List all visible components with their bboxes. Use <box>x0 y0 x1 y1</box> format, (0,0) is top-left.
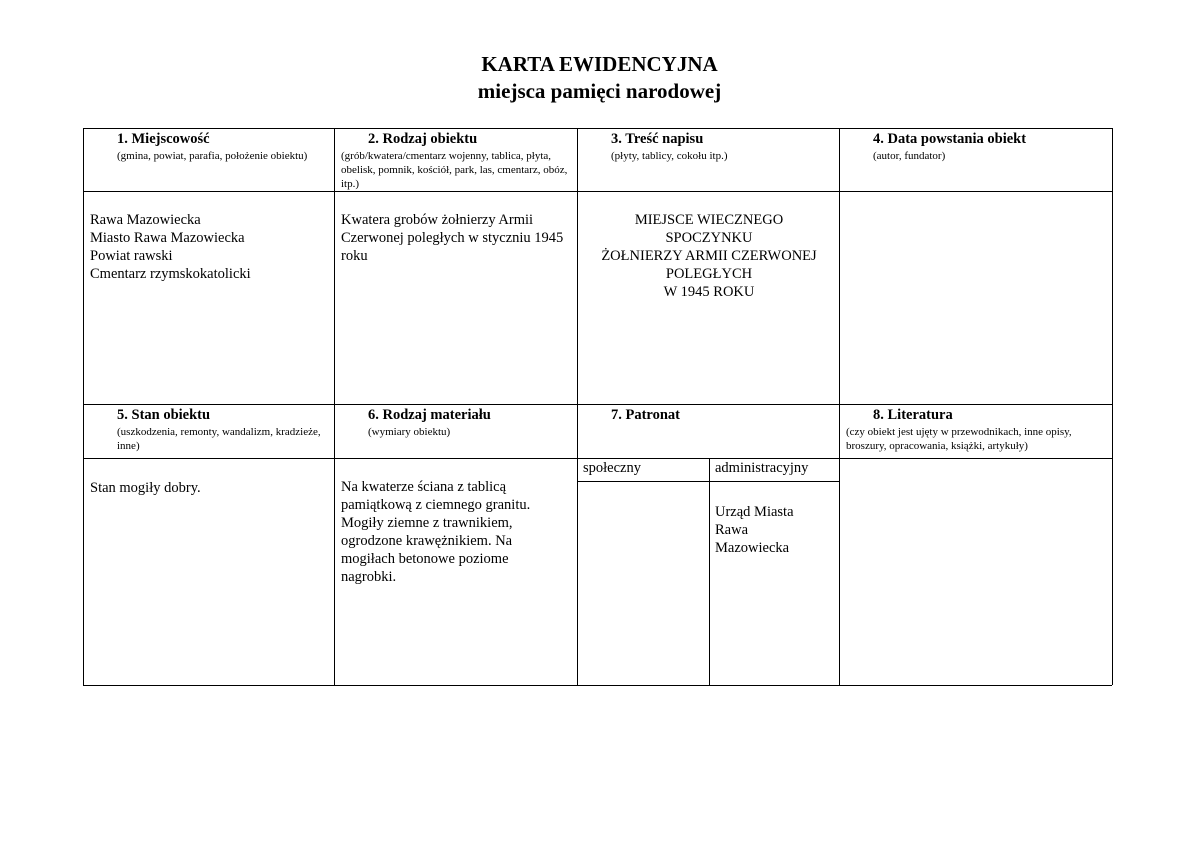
header-data-powstania-sub: (autor, fundator) <box>873 150 946 162</box>
patronat-spoleczny-label: społeczny <box>583 460 641 476</box>
document-title: KARTA EWIDENCYJNA <box>481 52 718 76</box>
header-literatura-sub: (czy obiekt jest ujęty w przewodnikach, inne opisy, broszury, opracowania, książki, artykuły) <box>846 426 1072 452</box>
table-line-v3 <box>839 128 840 685</box>
miejscowosc-line: Rawa Mazowiecka <box>90 212 201 228</box>
patronat-admin-line: Rawa <box>715 522 749 538</box>
napis-line: ŻOŁNIERZY ARMII CZERWONEJ <box>601 248 817 264</box>
table-line-left <box>83 128 84 685</box>
table-line-v1 <box>334 128 335 685</box>
header-tresc-napisu: 3. Treść napisu <box>611 131 704 147</box>
header-rodzaj-materialu: 6. Rodzaj materiału <box>368 407 491 423</box>
cell-rodzaj-materialu: Na kwaterze ściana z tablicą pamiątkową z ciemnego granitu. Mogiły ziemne z trawnikiem, ogrodzone krawężnikiem. Na mogiłach betonowe poziome nagrobki. <box>341 479 531 585</box>
table-line-bottom <box>83 685 1112 686</box>
cell-rodzaj-obiektu: Kwatera grobów żołnierzy Armii Czerwonej poległych w styczniu 1945 roku <box>341 212 564 264</box>
miejscowosc-line: Miasto Rawa Mazowiecka <box>90 230 245 246</box>
cell-tresc-napisu <box>580 211 838 301</box>
header-rodzaj-obiektu: 2. Rodzaj obiektu <box>368 131 478 147</box>
table-line-h2 <box>83 404 1112 405</box>
cell-miejscowosc <box>90 211 330 283</box>
table-line-v2 <box>577 128 578 685</box>
header-stan-obiektu-sub: (uszkodzenia, remonty, wandalizm, kradzieże, inne) <box>117 426 321 452</box>
header-miejscowosc: 1. Miejscowość <box>117 131 210 147</box>
patronat-administracyjny-value <box>715 503 835 557</box>
miejscowosc-line: Cmentarz rzymskokatolicki <box>90 266 251 282</box>
document-subtitle: miejsca pamięci narodowej <box>477 79 722 103</box>
table-line-v-patronat <box>709 458 710 685</box>
header-literatura: 8. Literatura <box>873 407 953 423</box>
table-line-h1 <box>83 191 1112 192</box>
header-tresc-napisu-sub: (płyty, tablicy, cokołu itp.) <box>611 150 728 162</box>
cell-stan-obiektu: Stan mogiły dobry. <box>90 480 201 496</box>
table-line-right <box>1112 128 1113 685</box>
header-data-powstania: 4. Data powstania obiekt <box>873 131 1027 147</box>
napis-line: POLEGŁYCH <box>665 266 753 282</box>
table-line-h4 <box>577 481 839 482</box>
patronat-admin-line: Urząd Miasta <box>715 504 794 520</box>
header-rodzaj-obiektu-sub: (grób/kwatera/cmentarz wojenny, tablica, płyta, obelisk, pomnik, kościół, park, las, cmentarz, obóz, itp.) <box>341 150 568 190</box>
miejscowosc-line: Powiat rawski <box>90 248 173 264</box>
header-stan-obiektu: 5. Stan obiektu <box>117 407 211 423</box>
header-miejscowosc-sub: (gmina, powiat, parafia, położenie obiektu) <box>117 150 308 162</box>
napis-line: SPOCZYNKU <box>665 230 753 246</box>
patronat-administracyjny-label: administracyjny <box>715 460 809 476</box>
napis-line: MIEJSCE WIECZNEGO <box>634 212 784 228</box>
napis-line: W 1945 ROKU <box>663 284 755 300</box>
header-rodzaj-materialu-sub: (wymiary obiektu) <box>368 426 451 438</box>
patronat-admin-line: Mazowiecka <box>715 540 790 556</box>
table-line-top <box>83 128 1112 129</box>
header-patronat: 7. Patronat <box>611 407 681 423</box>
